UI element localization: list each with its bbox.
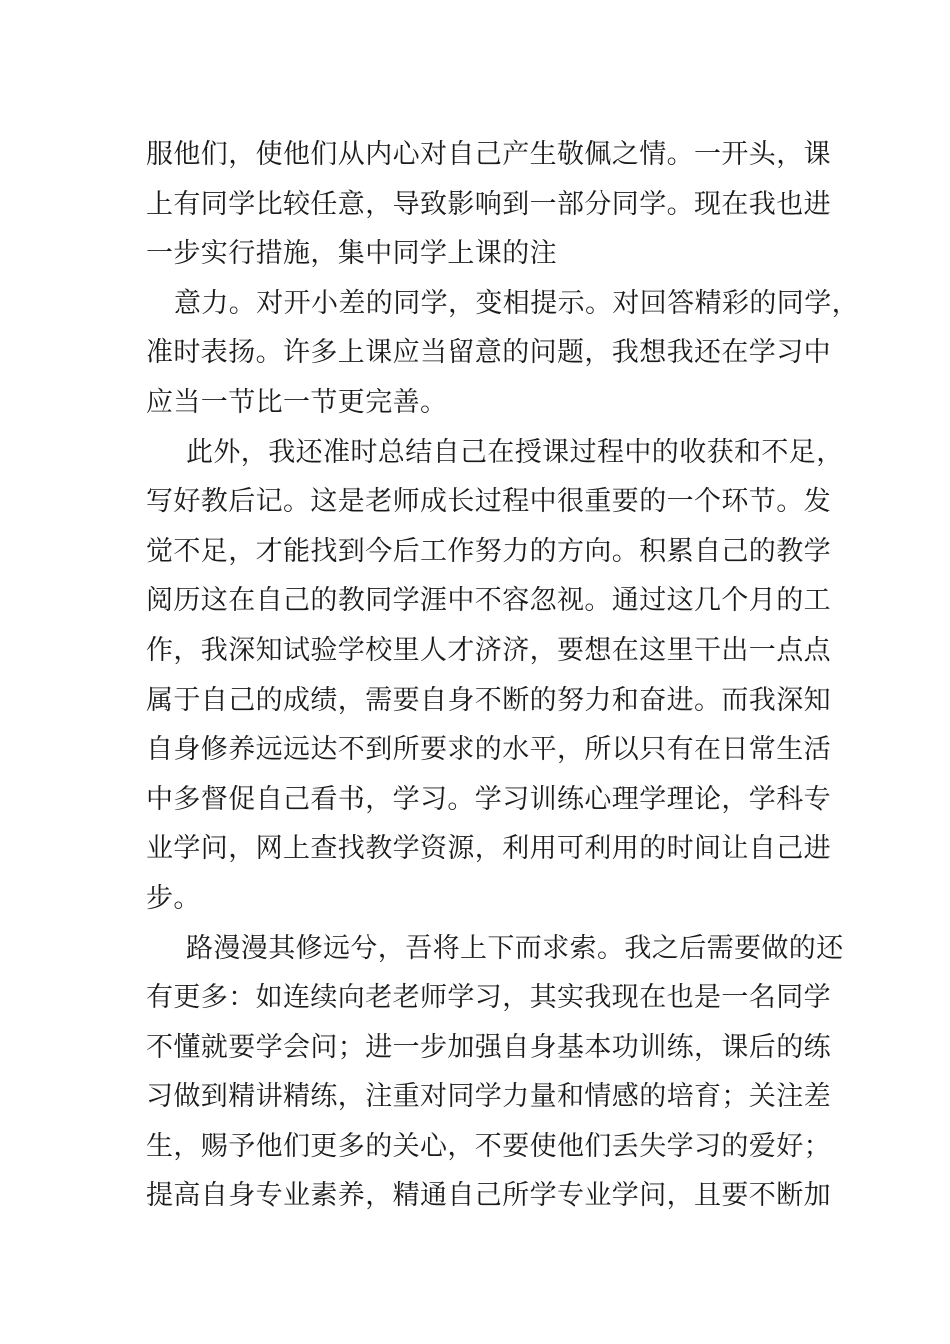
text-line: 准时表扬。许多上课应当留意的问题，我想我还在学习中 [146,337,831,369]
text-line: 中多督促自己看书，学习。学习训练心理学理论，学科专 [146,783,831,815]
text-line: 自身修养远远达不到所要求的水平，所以只有在日常生活 [146,734,831,766]
text-line: 上有同学比较任意，导致影响到一部分同学。现在我也进 [146,188,831,220]
text-line: 服他们，使他们从内心对自己产生敬佩之情。一开头，课 [146,139,831,170]
text-line: 提高自身专业素养，精通自己所学专业学问，且要不断加 [146,1180,831,1212]
text-line: 不懂就要学会问；进一步加强自身基本功训练，课后的练 [146,1031,831,1063]
paragraph-start-line: 路漫漫其修远兮，吾将上下而求索。我之后需要做的还 [186,932,844,964]
text-line: 习做到精讲精练，注重对同学力量和情感的培育；关注差 [146,1081,831,1113]
text-line: 一步实行措施，集中同学上课的注 [146,238,557,270]
text-line: 业学问，网上查找教学资源，利用可利用的时间让自己进 [146,833,831,865]
text-line: 意力。对开小差的同学，变相提示。对回答精彩的同学， [174,287,859,319]
document-body [146,130,859,1221]
text-line: 有更多：如连续向老老师学习，其实我现在也是一名同学 [146,982,831,1014]
text-line: 作，我深知试验学校里人才济济，要想在这里干出一点点 [146,634,831,666]
text-line: 觉不足，才能找到今后工作努力的方向。积累自己的教学 [146,535,831,567]
text-line: 生，赐予他们更多的关心，不要使他们丢失学习的爱好； [146,1130,831,1162]
text-line: 写好教后记。这是老师成长过程中很重要的一个环节。发 [146,486,831,518]
text-line: 阅历这在自己的教同学涯中不容忽视。通过这几个月的工 [146,585,831,617]
paragraph-start-line: 此外，我还准时总结自己在授课过程中的收获和不足， [186,436,844,468]
text-line: 步。 [146,882,201,914]
text-line: 属于自己的成绩，需要自身不断的努力和奋进。而我深知 [146,684,831,716]
text-line: 应当一节比一节更完善。 [146,386,448,418]
